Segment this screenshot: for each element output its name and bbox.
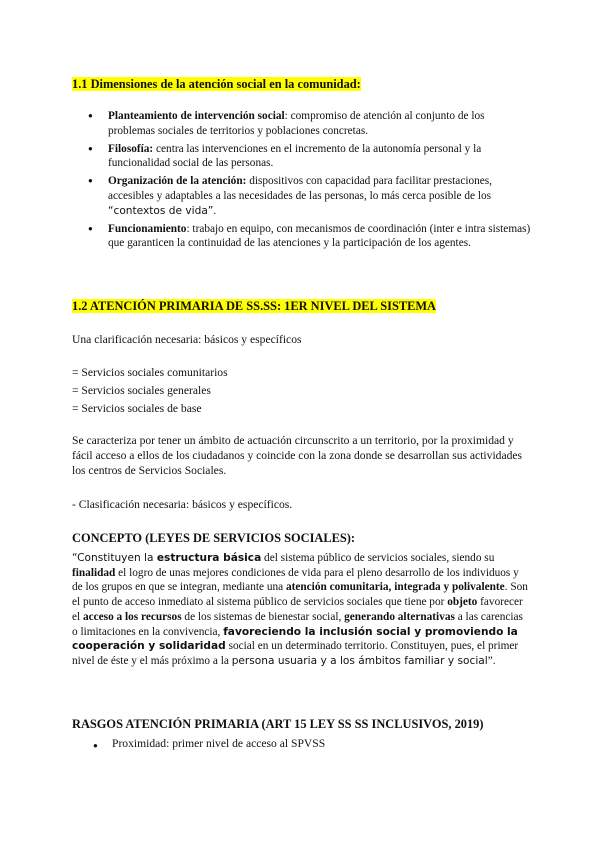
list-item <box>108 142 534 172</box>
list-item-text: dispositivos con capacidad para facilitar prestaciones, accesibles y adaptables a las necesidades de las personas, lo más cerca posible de los <box>108 175 493 202</box>
list-item <box>108 174 534 218</box>
clarification-text: Una clarificación necesaria: básicos y específicos <box>72 333 302 346</box>
concept-quote: “Constituyen la estructura básica del sistema público de servicios sociales, siendo su finalidad el logro de unas mejores condiciones de vida para el pleno desarrollo de los individuos y de los grupos en que se integran, mediante una atención comunitaria, integrada y polivalente. Son el punto de acceso inmediato al sistema público de servicios sociales que tiene por objeto favorecer el acceso a los recursos de los sistemas de bienestar social, generando alternativas a las carencias o limitaciones en la convivencia, favoreciendo la inclusión social y promoviendo la cooperación y solidaridad social en un determinado territorio. Constituyen, pues, el primer nivel de éste y el más próximo a la persona usuaria y a los ámbitos familiar y social”. <box>72 552 528 667</box>
list-item <box>108 109 534 139</box>
list-item-term: Funcionamiento <box>108 222 187 235</box>
list-item-text: : trabajo en equipo, con mecanismos de coordinación (inter e intra sistemas) que garanticen la continuidad de las atenciones y la participación de los agentes. <box>108 222 531 250</box>
equivalent-item: = Servicios sociales generales <box>72 384 211 397</box>
list-item-quote: “contextos de vida” <box>108 204 214 217</box>
section-2-heading-text: 1.2 ATENCIÓN PRIMARIA DE SS.SS: 1ER NIVEL DEL SISTEMA <box>72 299 437 313</box>
characteristics-paragraph: Se caracteriza por tener un ámbito de actuación circunscrito a un territorio, por la proximidad y fácil acceso a ellos de los ciudadanos y coincide con la zona donde se desarrollan sus actividades los centros de Servicios Sociales. <box>72 434 523 477</box>
section-1-heading <box>72 76 361 92</box>
list-item-text: centra las intervenciones en el incremento de la autonomía personal y la funcionalidad social de las personas. <box>108 142 482 170</box>
section-1-heading-text: 1.1 Dimensiones de la atención social en la comunidad: <box>72 77 361 91</box>
equivalent-item: = Servicios sociales de base <box>72 402 202 415</box>
list-item <box>108 222 534 252</box>
list-item-term: Filosofía: <box>108 142 154 155</box>
dimensions-list <box>108 109 534 254</box>
equivalent-item: = Servicios sociales comunitarios <box>72 366 228 379</box>
concept-heading: CONCEPTO (LEYES DE SERVICIOS SOCIALES): <box>72 531 356 545</box>
bullet-icon: ● <box>93 741 98 750</box>
list-item-text: : compromiso de atención al conjunto de los problemas sociales de territorios y poblaciones concretas. <box>108 110 485 137</box>
classification-text: - Clasificación necesaria: básicos y específicos. <box>72 498 293 511</box>
section-2-heading <box>72 298 436 314</box>
rasgos-heading: RASGOS ATENCIÓN PRIMARIA (ART 15 LEY SS SS INCLUSIVOS, 2019) <box>72 717 484 731</box>
list-item-term: Planteamiento de intervención social <box>108 110 285 122</box>
list-item-tail: . <box>213 204 217 217</box>
rasgos-item: Proximidad: primer nivel de acceso al SPVSS <box>112 737 326 750</box>
list-item-term: Organización de la atención: <box>108 175 247 188</box>
